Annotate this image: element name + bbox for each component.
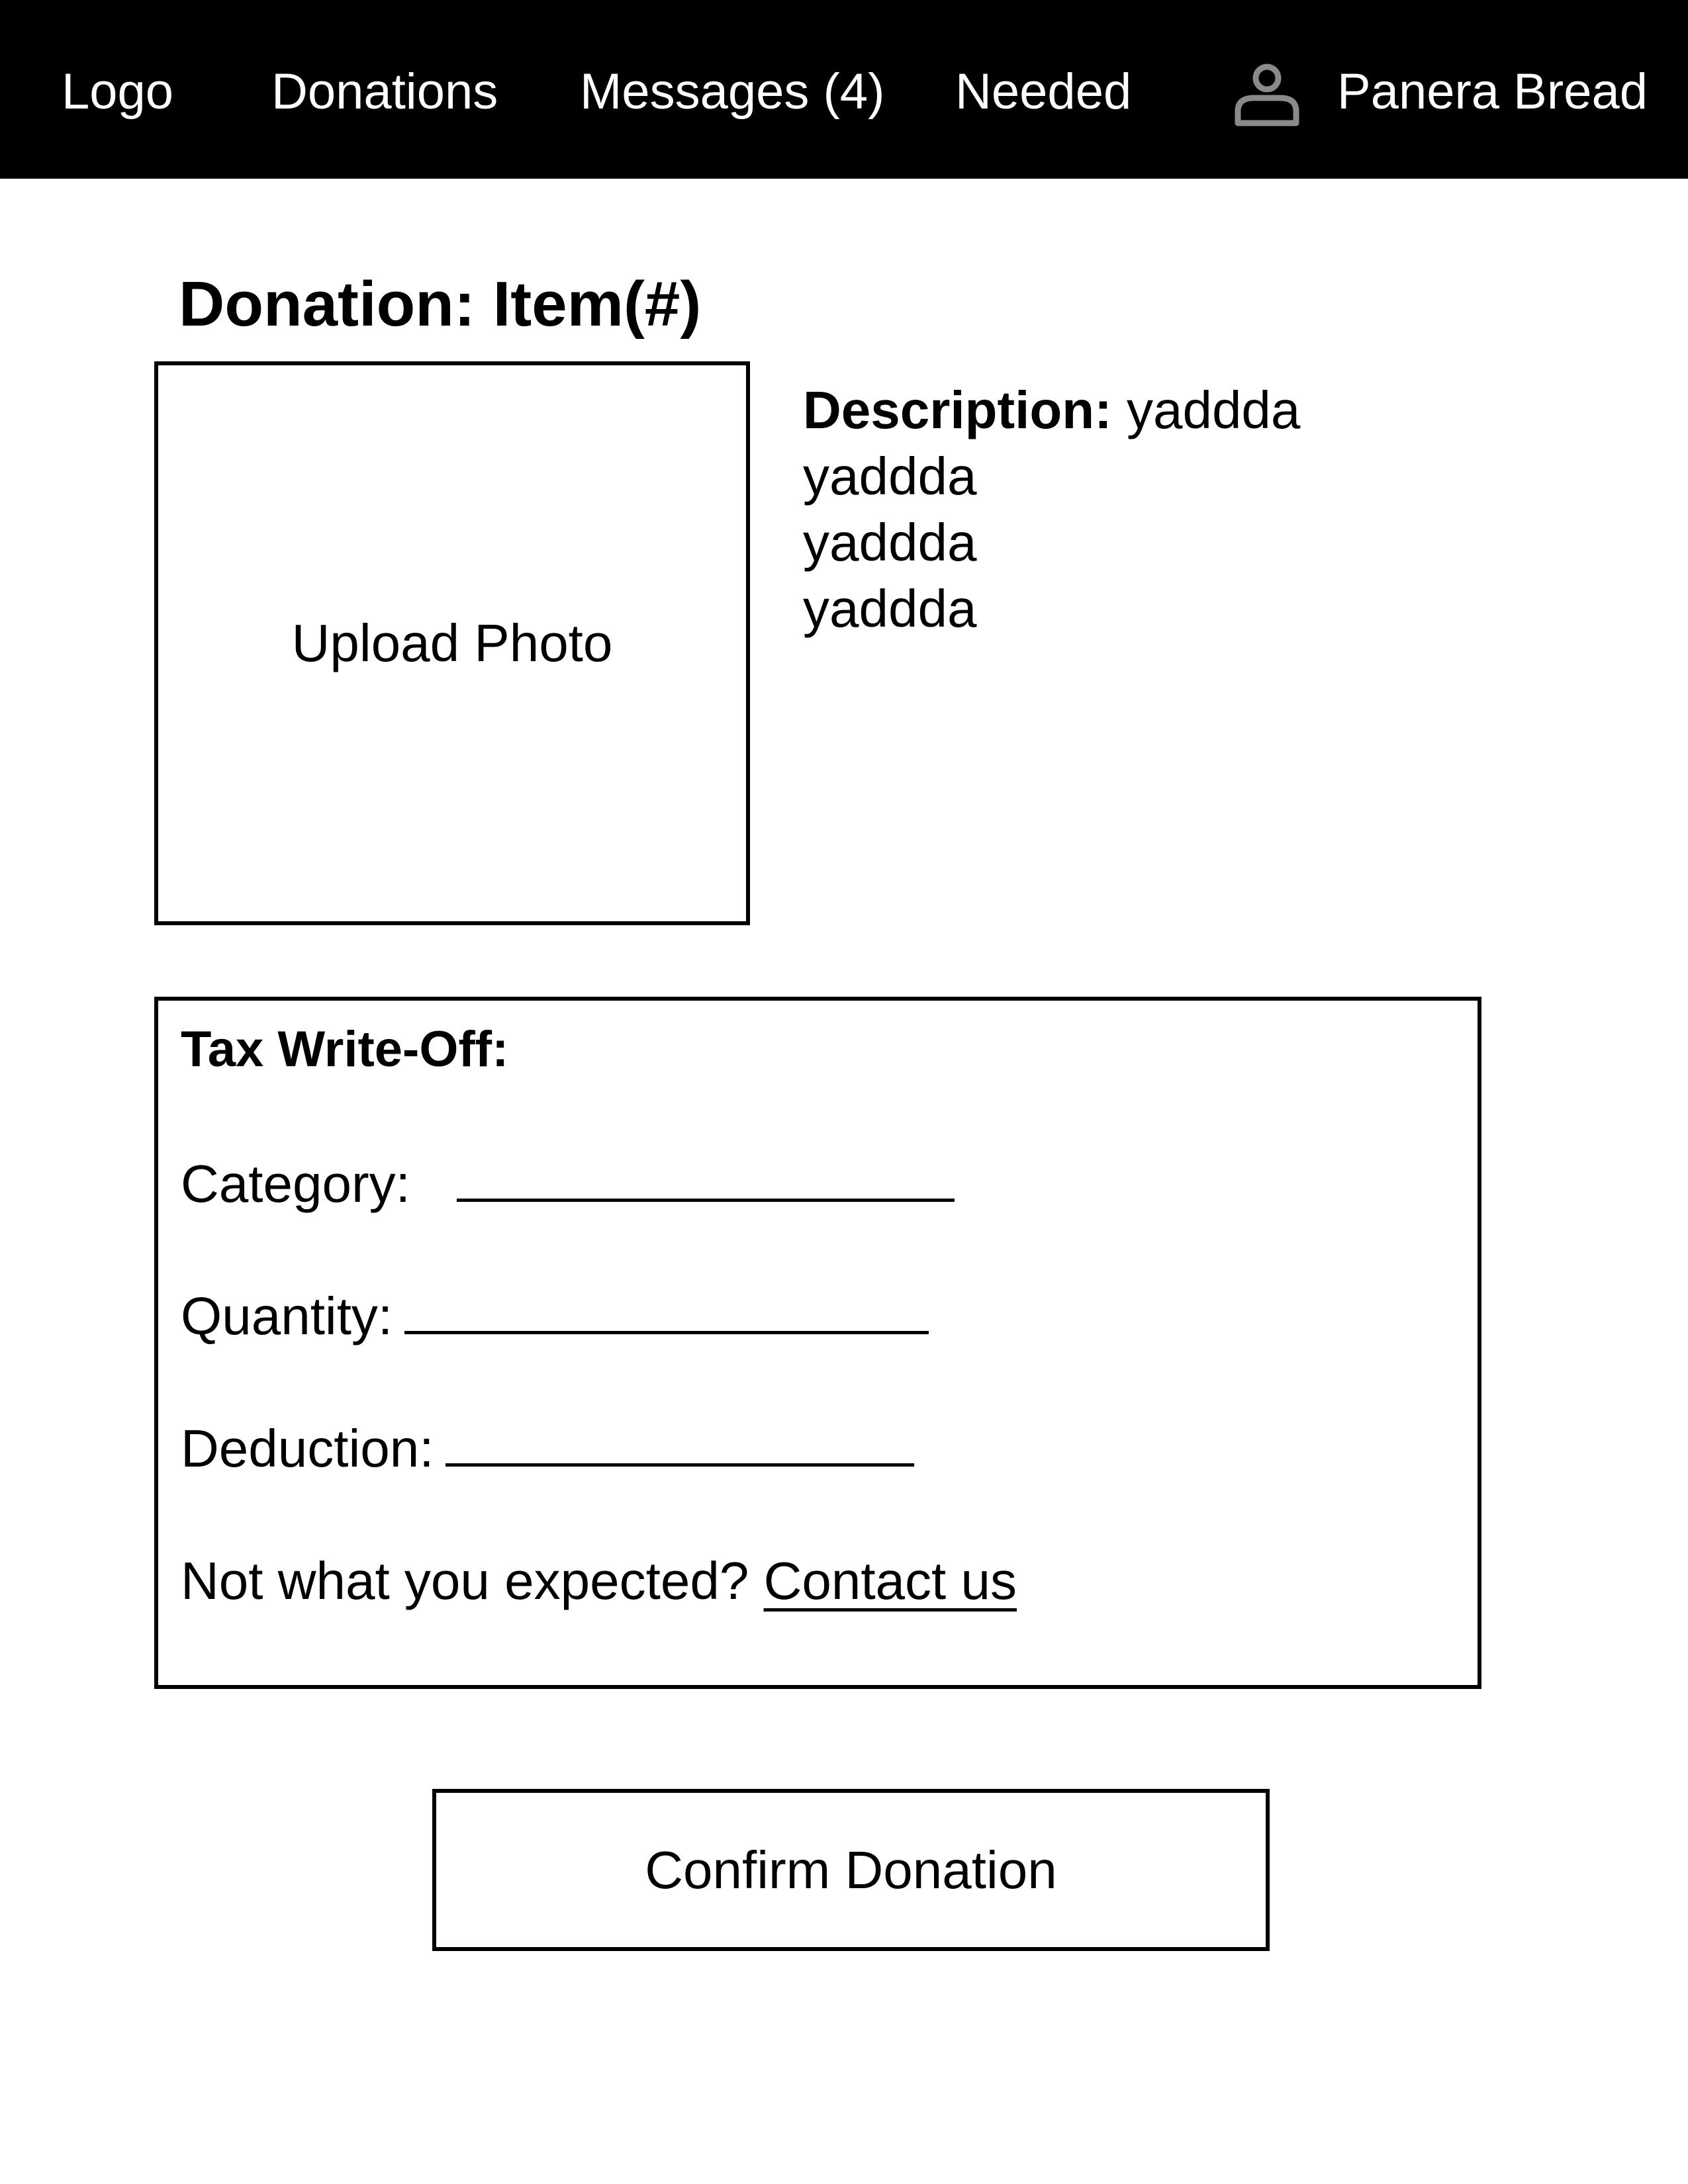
category-row: [181, 1148, 955, 1220]
description-text-line: yaddda: [1126, 381, 1301, 439]
description-text-line: yaddda: [803, 447, 977, 506]
description-text-line: yaddda: [803, 513, 977, 572]
upload-photo-label: Upload Photo: [291, 614, 613, 672]
tax-write-off-panel: [154, 997, 1481, 1689]
nav-donations[interactable]: Donations: [271, 64, 498, 120]
deduction-field[interactable]: [445, 1417, 914, 1467]
contact-us-link[interactable]: Contact us: [763, 1551, 1017, 1610]
nav-user-name[interactable]: Panera Bread: [1337, 64, 1648, 120]
page-title: Donation: Item(#): [179, 269, 702, 340]
nav-messages[interactable]: Messages (4): [580, 64, 885, 120]
category-field[interactable]: [457, 1152, 955, 1202]
deduction-row: [181, 1412, 914, 1485]
top-nav-bar: [0, 0, 1688, 179]
deduction-label: Deduction:: [181, 1419, 434, 1478]
upload-photo-box[interactable]: [154, 361, 750, 925]
expected-text: Not what you expected?: [181, 1551, 749, 1610]
category-label: Category:: [181, 1154, 410, 1213]
nav-needed[interactable]: Needed: [955, 64, 1132, 120]
person-icon[interactable]: [1233, 61, 1301, 127]
quantity-label: Quantity:: [181, 1287, 393, 1345]
tax-write-off-title: Tax Write-Off:: [181, 1021, 509, 1077]
description-label: Description:: [803, 381, 1112, 439]
contact-row: [181, 1545, 1017, 1617]
confirm-donation-button[interactable]: Confirm Donation: [432, 1789, 1270, 1951]
description-block: [803, 377, 1597, 642]
nav-logo[interactable]: Logo: [62, 64, 174, 120]
description-text-line: yaddda: [803, 579, 977, 638]
quantity-field[interactable]: [404, 1285, 929, 1334]
quantity-row: [181, 1280, 929, 1353]
description-first-line: [803, 377, 1597, 443]
